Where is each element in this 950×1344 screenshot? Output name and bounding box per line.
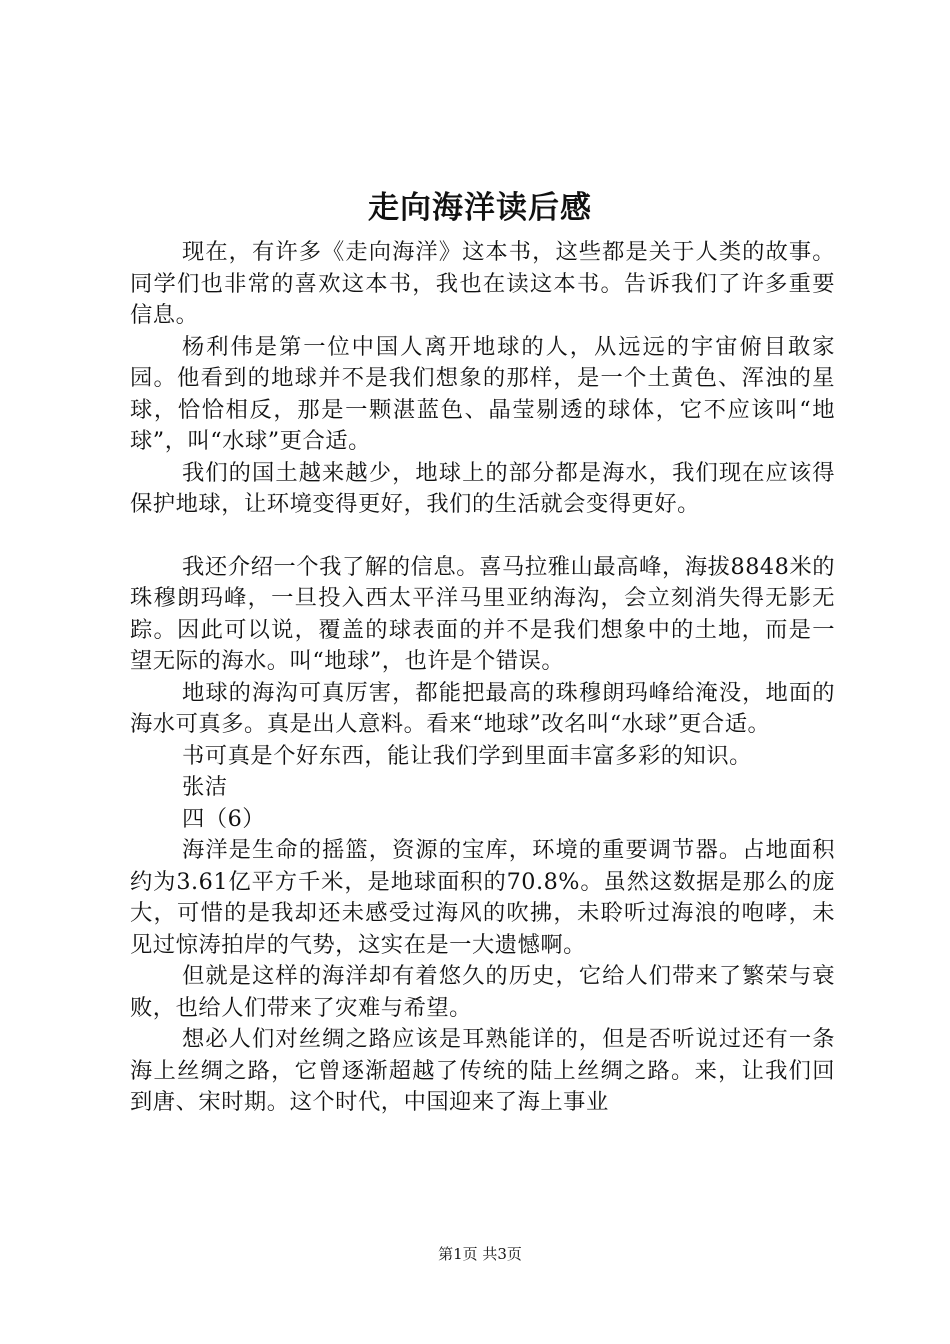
author-name: 张洁 [182, 774, 228, 800]
paragraph-silk-road: 想必人们对丝绸之路应该是耳熟能详的，但是否听说过还有一条海上丝绸之路，它曾逐渐超越了传统的陆上丝绸之路。来，让我们回到唐、宋时期。这个时代，中国迎来了海上事业 [130, 1026, 835, 1115]
page-title: 走向海洋读后感 [368, 190, 592, 226]
paragraph-trench: 地球的海沟可真厉害，都能把最高的珠穆朗玛峰给淹没，地面的海水可真多。真是出人意料。看来“地球”改名叫“水球”更合适。 [130, 679, 835, 737]
paragraph-books: 书可真是个好东西，能让我们学到里面丰富多彩的知识。 [182, 742, 752, 769]
paragraph-yang-liwei: 杨利伟是第一位中国人离开地球的人，从远远的宇宙俯目敢家园。他看到的地球并不是我们想象的那样，是一个土黄色、浑浊的星球，恰恰相反，那是一颗湛蓝色、晶莹剔透的球体，它不应该叫“地球”，叫“水球”更合适。 [130, 333, 835, 454]
paragraph-protect-earth: 我们的国土越来越少，地球上的部分都是海水，我们现在应该得保护地球，让环境变得更好，我们的生活就会变得更好。 [130, 459, 835, 517]
paragraph-intro: 现在，有许多《走向海洋》这本书，这些都是关于人类的故事。同学们也非常的喜欢这本书，我也在读这本书。告诉我们了许多重要信息。 [130, 239, 835, 328]
author-class: 四（6） [182, 805, 266, 832]
page-footer: 第1页 共3页 [438, 1245, 522, 1263]
paragraph-ocean-cradle: 海洋是生命的摇篮，资源的宝库，环境的重要调节器。占地面积约为3.61亿平方千米，是地球面积的70.8%。虽然这数据是那么的庞大，可惜的是我却还未感受过海风的吹拂，未聆听过海浪的咆哮，未见过惊涛拍岸的气势，这实在是一大遗憾啊。 [130, 837, 835, 958]
paragraph-ocean-history: 但就是这样的海洋却有着悠久的历史，它给人们带来了繁荣与衰败，也给人们带来了灾难与希望。 [130, 963, 835, 1021]
paragraph-everest: 我还介绍一个我了解的信息。喜马拉雅山最高峰，海拔8848米的珠穆朗玛峰，一旦投入西太平洋马里亚纳海沟，会立刻消失得无影无踪。因此可以说，覆盖的球表面的并不是我们想象中的土地，而是一望无际的海水。叫“地球”，也许是个错误。 [130, 553, 835, 674]
body-text [130, 237, 835, 1119]
